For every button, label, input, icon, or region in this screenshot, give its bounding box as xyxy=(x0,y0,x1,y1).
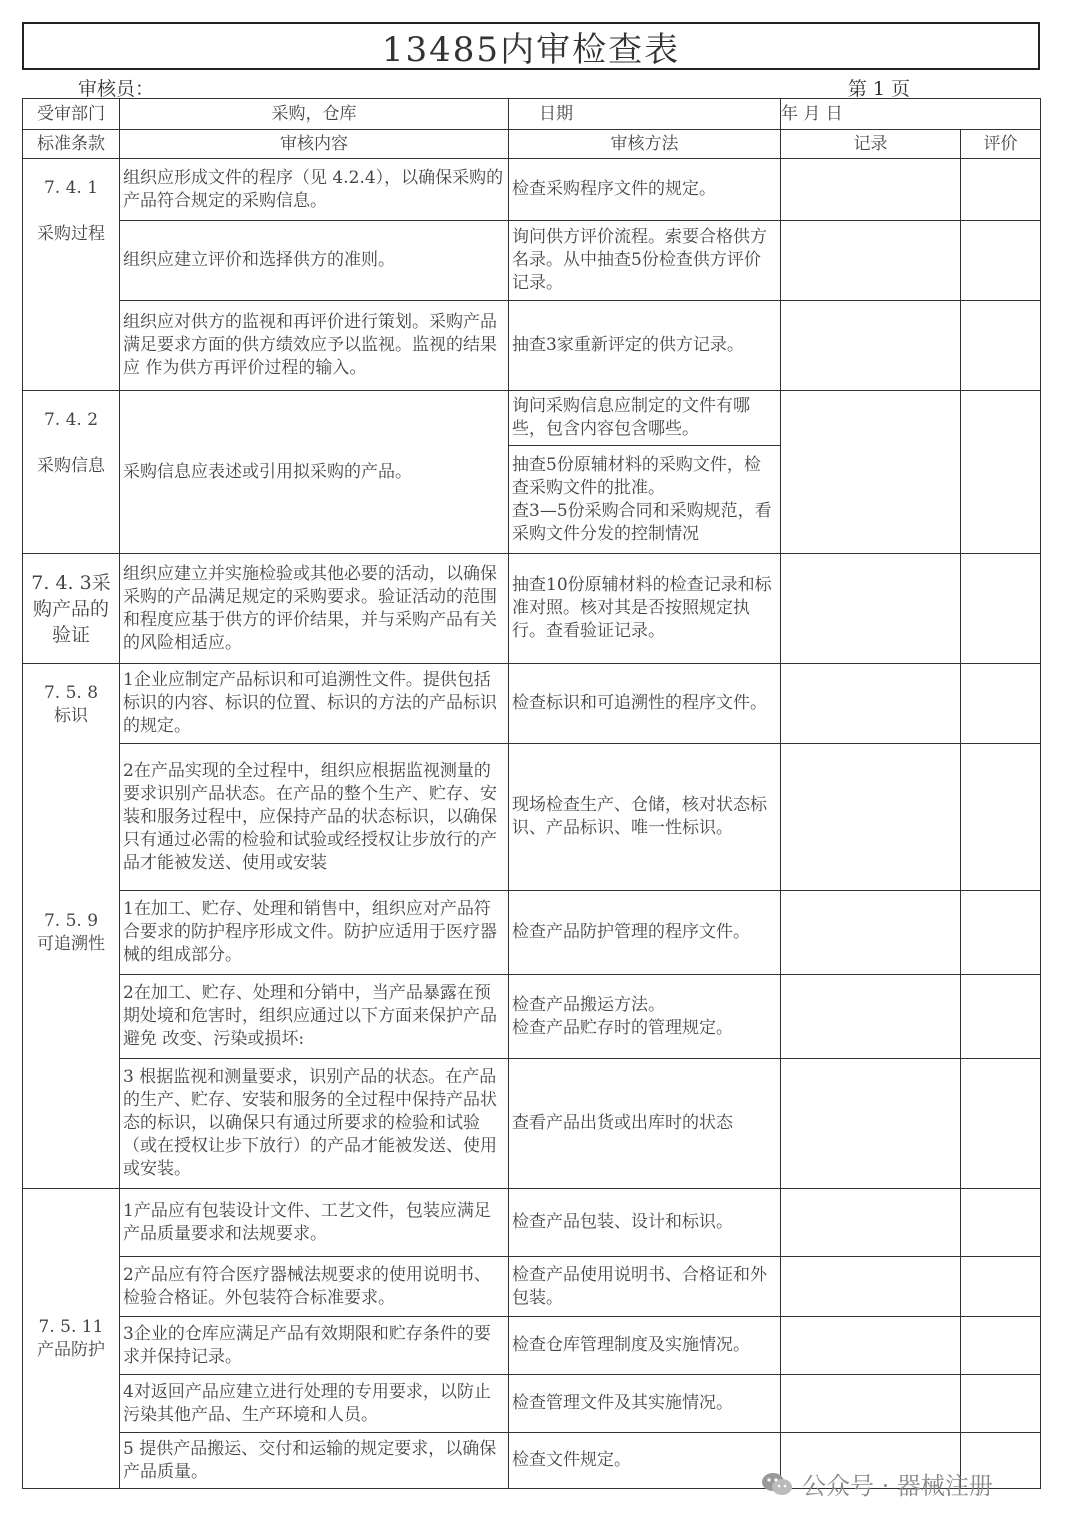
record-cell[interactable] xyxy=(781,301,961,391)
audit-method: 查看产品出货或出库时的状态 xyxy=(509,1059,781,1189)
clause-7-5-8: 7. 5. 8 标识 xyxy=(23,664,120,744)
audit-method: 检查产品包装、设计和标识。 xyxy=(509,1189,781,1257)
table-row xyxy=(23,891,1041,975)
audit-content: 3 根据监视和测量要求，识别产品的状态。在产品的生产、贮存、安装和服务的全过程中保持产品状态的标识，以确保只有通过所要求的检验和试验（或在授权让步下放行）的产品才能被发送、使用或安装。 xyxy=(120,1059,509,1189)
clause-7-4-3: 7. 4. 3采购产品的验证 xyxy=(23,554,120,664)
evaluation-cell[interactable] xyxy=(961,1257,1041,1317)
table-row xyxy=(23,554,1041,664)
table-row xyxy=(23,1257,1041,1317)
audit-content: 3企业的仓库应满足产品有效期限和贮存条件的要求并保持记录。 xyxy=(120,1317,509,1375)
table-row xyxy=(23,1059,1041,1189)
table-row xyxy=(23,391,1041,446)
table-row xyxy=(23,159,1041,221)
clause-7-4-2: 7. 4. 2 采购信息 xyxy=(23,391,120,554)
audit-content: 组织应建立并实施检验或其他必要的活动，以确保采购的产品满足规定的采购要求。验证活动的范围和程度应基于供方的评价结果，并与采购产品有关的风险相适应。 xyxy=(120,554,509,664)
evaluation-cell[interactable] xyxy=(961,1375,1041,1433)
header-record: 记录 xyxy=(781,130,961,159)
audit-method: 询问采购信息应制定的文件有哪些，包含内容包含哪些。 xyxy=(509,391,781,446)
record-cell[interactable] xyxy=(781,391,961,554)
record-cell[interactable] xyxy=(781,1059,961,1189)
audit-method: 抽查5份原辅材料的采购文件，检查采购文件的批准。 查3—5份采购合同和采购规范，看采购文件分发的控制情况 xyxy=(509,446,781,554)
table-row xyxy=(23,744,1041,891)
audit-method: 检查产品防护管理的程序文件。 xyxy=(509,891,781,975)
dept-label: 受审部门 xyxy=(23,99,120,130)
record-cell[interactable] xyxy=(781,891,961,975)
info-row xyxy=(23,99,1041,130)
audit-method: 检查产品使用说明书、合格证和外包装。 xyxy=(509,1257,781,1317)
audit-content: 组织应建立评价和选择供方的准则。 xyxy=(120,221,509,301)
record-cell[interactable] xyxy=(781,744,961,891)
table-row xyxy=(23,301,1041,391)
audit-content: 2在加工、贮存、处理和分销中，当产品暴露在预期处境和危害时，组织应通过以下方面来保护产品避免 改变、污染或损坏: xyxy=(120,975,509,1059)
table-row xyxy=(23,221,1041,301)
evaluation-cell[interactable] xyxy=(961,391,1041,554)
wechat-icon xyxy=(760,1470,794,1498)
evaluation-cell[interactable] xyxy=(961,554,1041,664)
audit-content: 组织应形成文件的程序（见 4.2.4），以确保采购的产品符合规定的采购信息。 xyxy=(120,159,509,221)
watermark xyxy=(760,1466,993,1501)
date-label: 日期 xyxy=(509,99,781,130)
table-row xyxy=(23,1317,1041,1375)
record-cell[interactable] xyxy=(781,1317,961,1375)
table-row xyxy=(23,1375,1041,1433)
evaluation-cell[interactable] xyxy=(961,975,1041,1059)
audit-method: 检查标识和可追溯性的程序文件。 xyxy=(509,664,781,744)
meta-row xyxy=(22,74,1040,98)
audit-content: 4对返回产品应建立进行处理的专用要求，以防止污染其他产品、生产环境和人员。 xyxy=(120,1375,509,1433)
clause-7-4-1: 7. 4. 1 采购过程 xyxy=(23,159,120,391)
header-evaluation: 评价 xyxy=(961,130,1041,159)
audit-method: 现场检查生产、仓储，核对状态标识、产品标识、唯一性标识。 xyxy=(509,744,781,891)
audit-content: 2产品应有符合医疗器械法规要求的使用说明书、检验合格证。外包装符合标准要求。 xyxy=(120,1257,509,1317)
evaluation-cell[interactable] xyxy=(961,159,1041,221)
clause-7-5-11: 7. 5. 11 产品防护 xyxy=(23,1189,120,1489)
evaluation-cell[interactable] xyxy=(961,891,1041,975)
header-row xyxy=(23,130,1041,159)
audit-content: 采购信息应表述或引用拟采购的产品。 xyxy=(120,391,509,554)
audit-method: 检查管理文件及其实施情况。 xyxy=(509,1375,781,1433)
audit-content: 组织应对供方的监视和再评价进行策划。采购产品满足要求方面的供方绩效应予以监视。监视的结果应 作为供方再评价过程的输入。 xyxy=(120,301,509,391)
header-content: 审核内容 xyxy=(120,130,509,159)
table-row xyxy=(23,1189,1041,1257)
audit-method: 抽查3家重新评定的供方记录。 xyxy=(509,301,781,391)
record-cell[interactable] xyxy=(781,664,961,744)
page-number: 第 1 页 xyxy=(847,78,910,100)
audit-method: 检查产品搬运方法。 检查产品贮存时的管理规定。 xyxy=(509,975,781,1059)
audit-method: 询问供方评价流程。索要合格供方名录。从中抽查5份检查供方评价记录。 xyxy=(509,221,781,301)
evaluation-cell[interactable] xyxy=(961,221,1041,301)
audit-content: 5 提供产品搬运、交付和运输的规定要求，以确保产品质量。 xyxy=(120,1433,509,1489)
table-row xyxy=(23,664,1041,744)
header-method: 审核方法 xyxy=(509,130,781,159)
dept-value: 采购，仓库 xyxy=(120,99,509,130)
evaluation-cell[interactable] xyxy=(961,744,1041,891)
audit-method: 检查文件规定。 xyxy=(509,1433,781,1489)
record-cell[interactable] xyxy=(781,554,961,664)
audit-method: 抽查10份原辅材料的检查记录和标准对照。核对其是否按照规定执行。查看验证记录。 xyxy=(509,554,781,664)
record-cell[interactable] xyxy=(781,1189,961,1257)
audit-method: 检查仓库管理制度及实施情况。 xyxy=(509,1317,781,1375)
page-title: 13485内审检查表 xyxy=(22,22,1040,70)
audit-table xyxy=(22,98,1041,1489)
record-cell[interactable] xyxy=(781,221,961,301)
record-cell[interactable] xyxy=(781,1375,961,1433)
table-row xyxy=(23,975,1041,1059)
auditor-label: 审核员： xyxy=(78,78,155,100)
audit-content: 1在加工、贮存、处理和销售中，组织应对产品符合要求的防护程序形成文件。防护应适用于医疗器械的组成部分。 xyxy=(120,891,509,975)
record-cell[interactable] xyxy=(781,1257,961,1317)
record-cell[interactable] xyxy=(781,159,961,221)
audit-content: 2在产品实现的全过程中，组织应根据监视测量的要求识别产品状态。在产品的整个生产、贮存、安装和服务过程中，应保持产品的状态标识，以确保只有通过必需的检验和试验或经授权让步放行的产品才能被发送、使用或安装 xyxy=(120,744,509,891)
audit-content: 1企业应制定产品标识和可追溯性文件。提供包括标识的内容、标识的位置、标识的方法的产品标识的规定。 xyxy=(120,664,509,744)
evaluation-cell[interactable] xyxy=(961,1189,1041,1257)
clause-7-5-9: 7. 5. 9 可追溯性 xyxy=(23,744,120,1189)
audit-content: 1产品应有包装设计文件、工艺文件，包装应满足产品质量要求和法规要求。 xyxy=(120,1189,509,1257)
record-cell[interactable] xyxy=(781,975,961,1059)
header-clause: 标准条款 xyxy=(23,130,120,159)
evaluation-cell[interactable] xyxy=(961,664,1041,744)
evaluation-cell[interactable] xyxy=(961,1317,1041,1375)
date-value: 年 月 日 xyxy=(781,99,1041,130)
watermark-text: 公众号 · 器械注册 xyxy=(802,1472,993,1500)
evaluation-cell[interactable] xyxy=(961,301,1041,391)
evaluation-cell[interactable] xyxy=(961,1059,1041,1189)
audit-method: 检查采购程序文件的规定。 xyxy=(509,159,781,221)
